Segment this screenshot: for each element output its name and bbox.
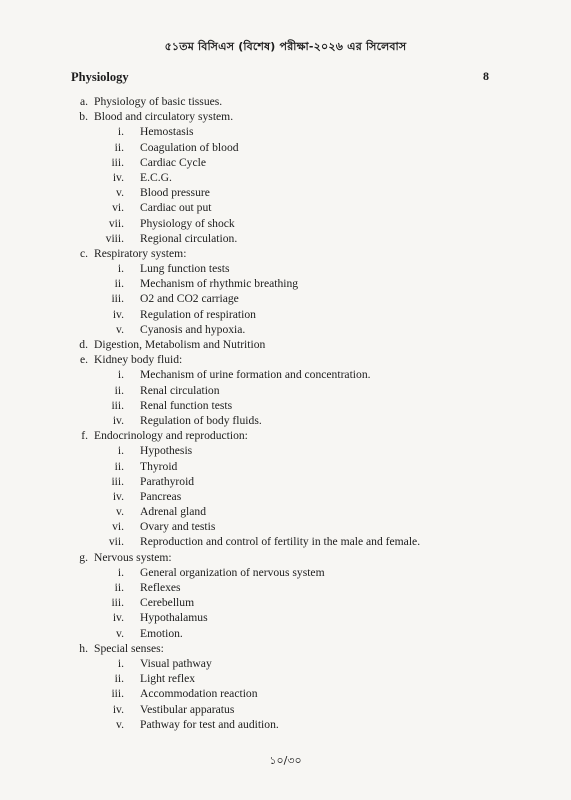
subtopic-marker: iv. xyxy=(112,611,124,625)
subtopic-marker: iv. xyxy=(112,413,124,427)
subtopic-label: Adrenal gland xyxy=(140,505,206,519)
subtopic-marker: ii. xyxy=(114,140,124,154)
subtopic-item xyxy=(0,717,571,732)
subtopic-item xyxy=(0,124,571,139)
topic-marker: a. xyxy=(79,95,88,108)
subtopic-marker: vii. xyxy=(108,216,124,230)
topic-item xyxy=(0,337,571,352)
subtopic-item xyxy=(0,686,571,701)
subtopic-marker: i. xyxy=(117,125,124,139)
subtopic-label: Visual pathway xyxy=(140,656,212,670)
subtopic-item xyxy=(0,671,571,686)
subtopic-marker: iii. xyxy=(111,687,124,701)
subtopic-item xyxy=(0,595,571,610)
subtopic-marker: v. xyxy=(116,505,124,519)
subtopic-marker: i. xyxy=(117,368,124,382)
subtopic-item xyxy=(0,291,571,306)
subtopic-label: Cardiac Cycle xyxy=(140,155,206,169)
subtopic-label: Lung function tests xyxy=(140,262,230,276)
subtopic-marker: v. xyxy=(116,717,124,731)
topic-item xyxy=(0,428,571,443)
subtopic-label: General organization of nervous system xyxy=(140,565,325,579)
subtopic-item xyxy=(0,474,571,489)
topic-label: Endocrinology and reproduction: xyxy=(94,429,248,443)
topic-marker: e. xyxy=(79,353,88,367)
subtopic-label: Regional circulation. xyxy=(140,231,238,245)
subtopic-label: Regulation of body fluids. xyxy=(140,413,262,427)
topic-label: Nervous system: xyxy=(94,550,172,564)
subtopic-label: Hypothesis xyxy=(140,444,193,458)
topic-marker: g. xyxy=(79,550,88,564)
subtopic-item xyxy=(0,216,571,231)
topic-marker: b. xyxy=(79,110,88,124)
subtopic-label: Renal function tests xyxy=(140,398,233,412)
subtopic-marker: i. xyxy=(117,565,124,579)
subtopic-item xyxy=(0,367,571,382)
subtopic-item xyxy=(0,459,571,474)
subtopic-marker: iv. xyxy=(112,702,124,716)
topic-label: Kidney body fluid: xyxy=(94,353,183,367)
subtopic-item xyxy=(0,276,571,291)
topic-label: Digestion, Metabolism and Nutrition xyxy=(94,338,266,351)
subtopic-label: Cerebellum xyxy=(140,596,195,610)
subtopic-label: Cyanosis and hypoxia. xyxy=(140,322,246,336)
subtopic-label: O2 and CO2 carriage xyxy=(140,292,239,306)
subtopic-marker: iii. xyxy=(111,398,124,412)
topic-marker: f. xyxy=(81,429,88,443)
subtopic-item xyxy=(0,231,571,246)
topic-item xyxy=(0,352,571,367)
subtopic-item xyxy=(0,443,571,458)
subtopic-marker: ii. xyxy=(114,581,124,594)
subtopic-item xyxy=(0,580,571,595)
subtopic-label: Light reflex xyxy=(140,672,196,686)
subtopic-marker: iv. xyxy=(112,307,124,321)
subtopic-label: Emotion. xyxy=(140,626,183,640)
subtopic-marker: v. xyxy=(116,626,124,640)
subtopic-item xyxy=(0,702,571,717)
topic-item xyxy=(0,246,571,261)
subtopic-label: Pancreas xyxy=(140,489,182,503)
subtopic-item xyxy=(0,656,571,671)
subtopic-label: Parathyroid xyxy=(140,474,195,488)
subtopic-marker: iv. xyxy=(112,489,124,503)
subtopic-label: Physiology of shock xyxy=(140,216,235,230)
subtopic-label: Pathway for test and audition. xyxy=(140,717,279,731)
topic-marker: h. xyxy=(79,641,88,655)
subtopic-marker: iii. xyxy=(111,155,124,169)
subtopic-item xyxy=(0,504,571,519)
topic-label: Special senses: xyxy=(94,641,164,655)
subtopic-label: Hypothalamus xyxy=(140,611,208,625)
subtopic-label: Hemostasis xyxy=(140,125,194,139)
subtopic-item xyxy=(0,185,571,200)
subtopic-marker: v. xyxy=(116,186,124,200)
subtopic-item xyxy=(0,413,571,428)
subtopic-marker: ii. xyxy=(114,277,124,291)
subtopic-item xyxy=(0,307,571,322)
subject-title: Physiology xyxy=(71,70,129,84)
topic-label: Physiology of basic tissues. xyxy=(94,95,223,108)
subtopic-label: Reproduction and control of fertility in the male and female. xyxy=(140,535,421,549)
subtopic-label: Regulation of respiration xyxy=(140,307,256,321)
page-number: 8 xyxy=(483,69,489,83)
subtopic-item xyxy=(0,261,571,276)
subtopic-label: Ovary and testis xyxy=(140,520,216,534)
subtopic-marker: iii. xyxy=(111,596,124,610)
subtopic-item xyxy=(0,200,571,215)
page-footer: ১০/৩০ xyxy=(269,754,302,767)
subtopic-label: Blood pressure xyxy=(140,186,210,200)
subtopic-label: Vestibular apparatus xyxy=(140,702,235,716)
subtopic-item xyxy=(0,489,571,504)
subtopic-label: Mechanism of rhythmic breathing xyxy=(140,277,299,291)
subtopic-label: E.C.G. xyxy=(140,170,172,184)
topic-item xyxy=(0,641,571,656)
subtopic-item xyxy=(0,534,571,549)
subtopic-marker: ii. xyxy=(114,383,124,397)
subtopic-item xyxy=(0,170,571,185)
topic-label: Respiratory system: xyxy=(94,246,187,260)
topic-list xyxy=(0,94,571,732)
subtopic-marker: i. xyxy=(117,444,124,458)
subtopic-marker: ii. xyxy=(114,672,124,686)
subtopic-label: Coagulation of blood xyxy=(140,140,239,154)
subtopic-item xyxy=(0,155,571,170)
subtopic-item xyxy=(0,610,571,625)
subtopic-item xyxy=(0,565,571,580)
subtopic-marker: iii. xyxy=(111,474,124,488)
subtopic-label: Accommodation reaction xyxy=(140,687,258,701)
subtopic-item xyxy=(0,398,571,413)
subtopic-item xyxy=(0,519,571,534)
subtopic-label: Reflexes xyxy=(140,581,181,594)
subtopic-label: Mechanism of urine formation and concentration. xyxy=(140,368,371,382)
topic-item xyxy=(0,109,571,124)
subtopic-marker: iii. xyxy=(111,292,124,306)
subtopic-marker: vi. xyxy=(112,520,124,534)
subtopic-marker: vii. xyxy=(108,535,124,549)
subtopic-marker: viii. xyxy=(105,231,124,245)
topic-label: Blood and circulatory system. xyxy=(94,110,234,124)
subtopic-item xyxy=(0,626,571,641)
subtopic-marker: i. xyxy=(117,262,124,276)
subtopic-label: Thyroid xyxy=(140,459,178,473)
subtopic-label: Renal circulation xyxy=(140,383,220,397)
topic-item xyxy=(0,550,571,565)
subtopic-item xyxy=(0,140,571,155)
subtopic-marker: i. xyxy=(117,656,124,670)
topic-item xyxy=(0,94,571,109)
topic-marker: c. xyxy=(79,246,88,260)
page-header: ৫১তম বিসিএস (বিশেষ) পরীক্ষা-২০২৬ এর সিলেবাস xyxy=(164,40,407,53)
subtopic-item xyxy=(0,322,571,337)
subtopic-label: Cardiac out put xyxy=(140,201,212,215)
subtopic-item xyxy=(0,383,571,398)
topic-marker: d. xyxy=(79,338,88,351)
subtopic-marker: v. xyxy=(116,322,124,336)
subtopic-marker: ii. xyxy=(114,459,124,473)
subtopic-marker: vi. xyxy=(112,201,124,215)
subtopic-marker: iv. xyxy=(112,170,124,184)
